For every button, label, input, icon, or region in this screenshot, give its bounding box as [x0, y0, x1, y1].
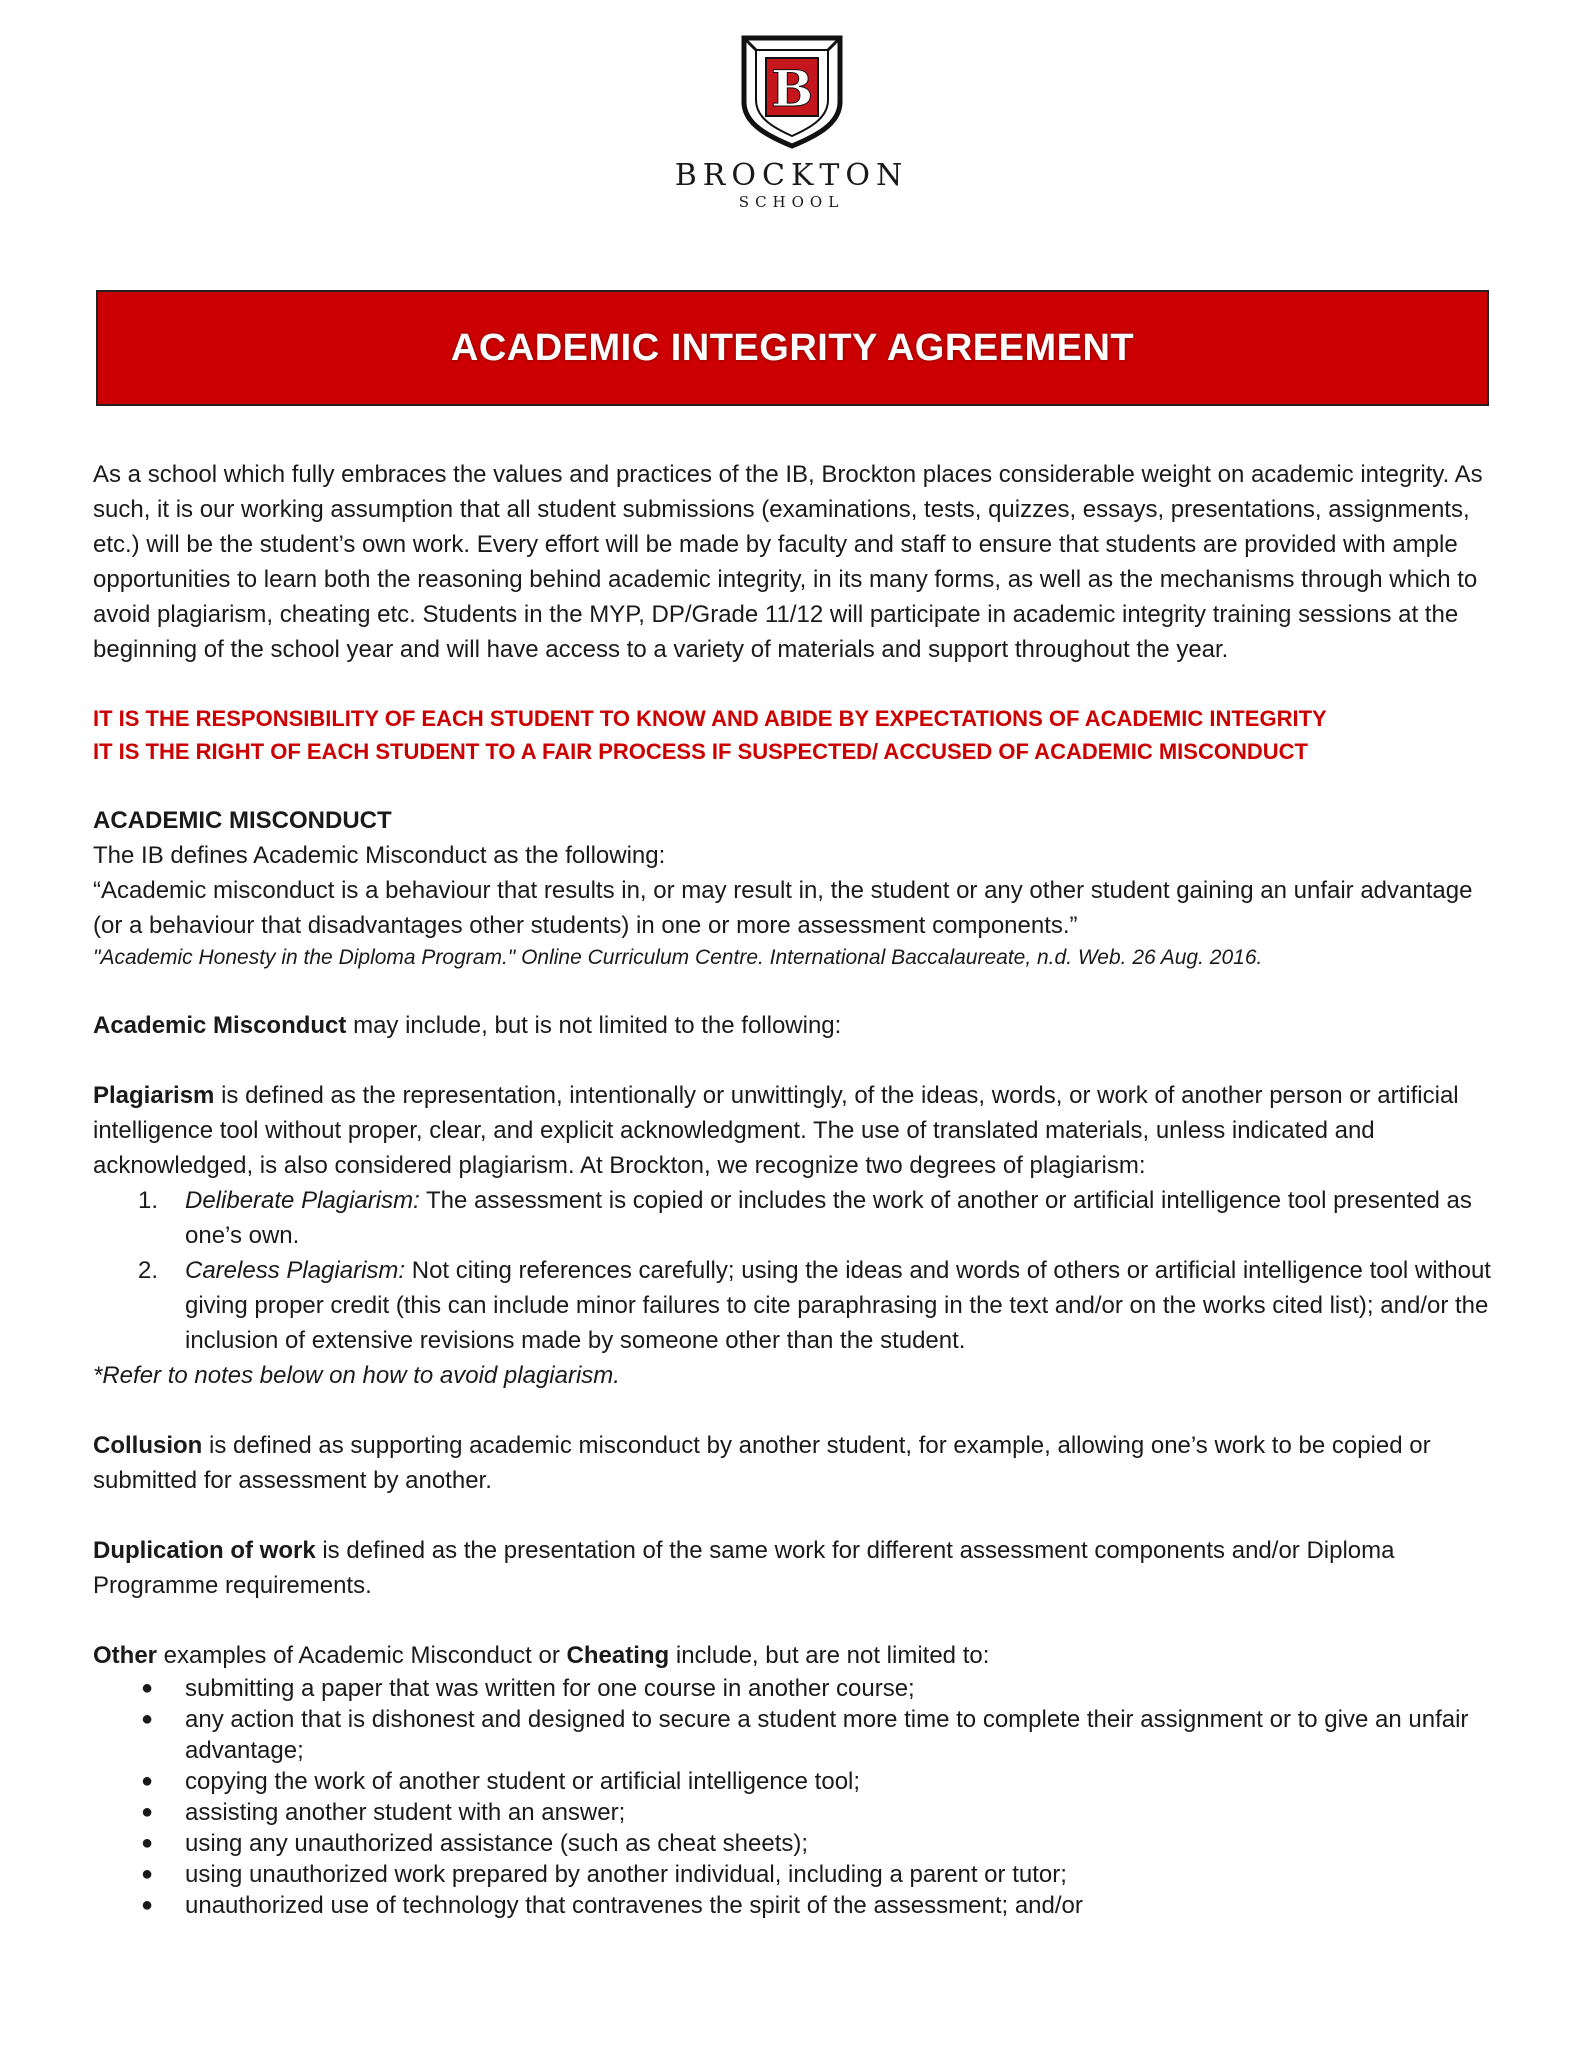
bullet-icon: ● [141, 1832, 154, 1854]
bullet-icon: ● [141, 1894, 154, 1916]
list-item [93, 1183, 1493, 1253]
school-name: BROCKTON [674, 158, 909, 193]
collusion-term: Collusion [93, 1432, 203, 1459]
section-heading: ACADEMIC MISCONDUCT [93, 807, 392, 834]
school-logo [0, 32, 1583, 211]
may-include-text: may include, but is not limited to the following: [346, 1012, 842, 1039]
list-item [93, 1673, 1493, 1704]
degree-term: Careless Plagiarism: [185, 1257, 406, 1284]
other-term: Other [93, 1642, 158, 1669]
title-banner [96, 290, 1489, 406]
school-subname: SCHOOL [738, 193, 845, 211]
plagiarism-degrees-list [93, 1183, 1493, 1358]
plagiarism-text: is defined as the representation, intentionally or unwittingly, of the ideas, words, or work of another person or artificial intelligence tool without proper, clear, and explicit acknowledgment. The use of translated materials, unless indicated and acknowledged, is also considered plagiarism. At Brockton, we recognize two degrees of plagiarism: [93, 1082, 1459, 1179]
duplication-term: Duplication of work [93, 1537, 316, 1564]
bullet-icon: ● [141, 1863, 154, 1885]
list-item-text: any action that is dishonest and designed to secure a student more time to complete their assignment or to give an unfair advantage; [185, 1706, 1469, 1764]
intro-paragraph: As a school which fully embraces the values and practices of the IB, Brockton places considerable weight on academic integrity. As such, it is our working assumption that all student submissions (examinations, tests, quizzes, essays, presentations, assignments, etc.) will be the student’s own work. Every effort will be made by faculty and staff to ensure that students are provided with ample opportunities to learn both the reasoning behind academic integrity, in its many forms, as well as the mechanisms through which to avoid plagiarism, cheating etc. Students in the MYP, DP/Grade 11/12 will participate in academic integrity training sessions at the beginning of the school year and will have access to a variety of materials and support throughout the year. [93, 461, 1483, 663]
list-number: 2. [138, 1257, 159, 1284]
collusion-text: is defined as supporting academic misconduct by another student, for example, allowing one’s work to be copied or submitted for assessment by another. [93, 1432, 1431, 1494]
degree-text: Not citing references carefully; using the ideas and words of others or artificial intelligence tool without giving proper credit (this can include minor failures to cite paraphrasing in the text and/or on the works cited list); and/or the inclusion of extensive revisions made by someone other than the student. [185, 1257, 1491, 1354]
bullet-icon: ● [141, 1801, 154, 1823]
degree-text: The assessment is copied or includes the work of another or artificial intelligence tool presented as one’s own. [185, 1187, 1472, 1249]
page-title: ACADEMIC INTEGRITY AGREEMENT [450, 326, 1135, 369]
degree-term: Deliberate Plagiarism: [185, 1187, 420, 1214]
duplication-text: is defined as the presentation of the same work for different assessment components and/or Diploma Programme requirements. [93, 1537, 1395, 1599]
crest-letter: B [770, 59, 813, 118]
other-mid-text: examples of Academic Misconduct or [157, 1642, 567, 1669]
plagiarism-term: Plagiarism [93, 1082, 215, 1109]
misconduct-lead: The IB defines Academic Misconduct as the following: [93, 842, 666, 869]
notice-responsibility: IT IS THE RESPONSIBILITY OF EACH STUDENT TO KNOW AND ABIDE BY EXPECTATIONS OF ACADEMIC INTEGRITY [93, 706, 1327, 731]
bullet-icon: ● [141, 1770, 154, 1792]
may-include-paragraph [93, 1008, 1493, 1043]
other-paragraph [93, 1638, 1493, 1673]
duplication-paragraph [93, 1533, 1493, 1603]
other-end-text: include, but are not limited to: [669, 1642, 990, 1669]
list-item [93, 1704, 1493, 1766]
list-item [93, 1253, 1493, 1358]
bullet-icon: ● [141, 1677, 154, 1699]
list-item [93, 1797, 1493, 1828]
list-item-text: submitting a paper that was written for one course in another course; [185, 1675, 915, 1702]
cheating-term: Cheating [566, 1642, 670, 1669]
misconduct-citation: "Academic Honesty in the Diploma Program." Online Curriculum Centre. International Baccalaureate, n.d. Web. 26 Aug. 2016. [93, 946, 1263, 969]
plagiarism-paragraph [93, 1078, 1493, 1183]
list-item-text: copying the work of another student or artificial intelligence tool; [185, 1768, 861, 1795]
list-item-text: using unauthorized work prepared by another individual, including a parent or tutor; [185, 1861, 1067, 1888]
cheating-examples-list [93, 1673, 1493, 1921]
misconduct-quote: “Academic misconduct is a behaviour that results in, or may result in, the student or any other student gaining an unfair advantage (or a behaviour that disadvantages other students) in one or more assessment components.” [93, 877, 1473, 939]
list-item [93, 1890, 1493, 1921]
may-include-term: Academic Misconduct [93, 1012, 347, 1039]
list-item-text: using any unauthorized assistance (such as cheat sheets); [185, 1830, 809, 1857]
list-number: 1. [138, 1187, 159, 1214]
crest-icon [738, 32, 846, 150]
notice-right: IT IS THE RIGHT OF EACH STUDENT TO A FAIR PROCESS IF SUSPECTED/ ACCUSED OF ACADEMIC MISCONDUCT [93, 739, 1308, 764]
list-item-text: assisting another student with an answer; [185, 1799, 626, 1826]
collusion-paragraph [93, 1428, 1493, 1498]
list-item-text: unauthorized use of technology that contravenes the spirit of the assessment; and/or [185, 1892, 1083, 1919]
document-body [93, 457, 1493, 1921]
list-item [93, 1766, 1493, 1797]
list-item [93, 1859, 1493, 1890]
plagiarism-note: *Refer to notes below on how to avoid plagiarism. [93, 1362, 620, 1389]
bullet-icon: ● [141, 1708, 154, 1730]
list-item [93, 1828, 1493, 1859]
